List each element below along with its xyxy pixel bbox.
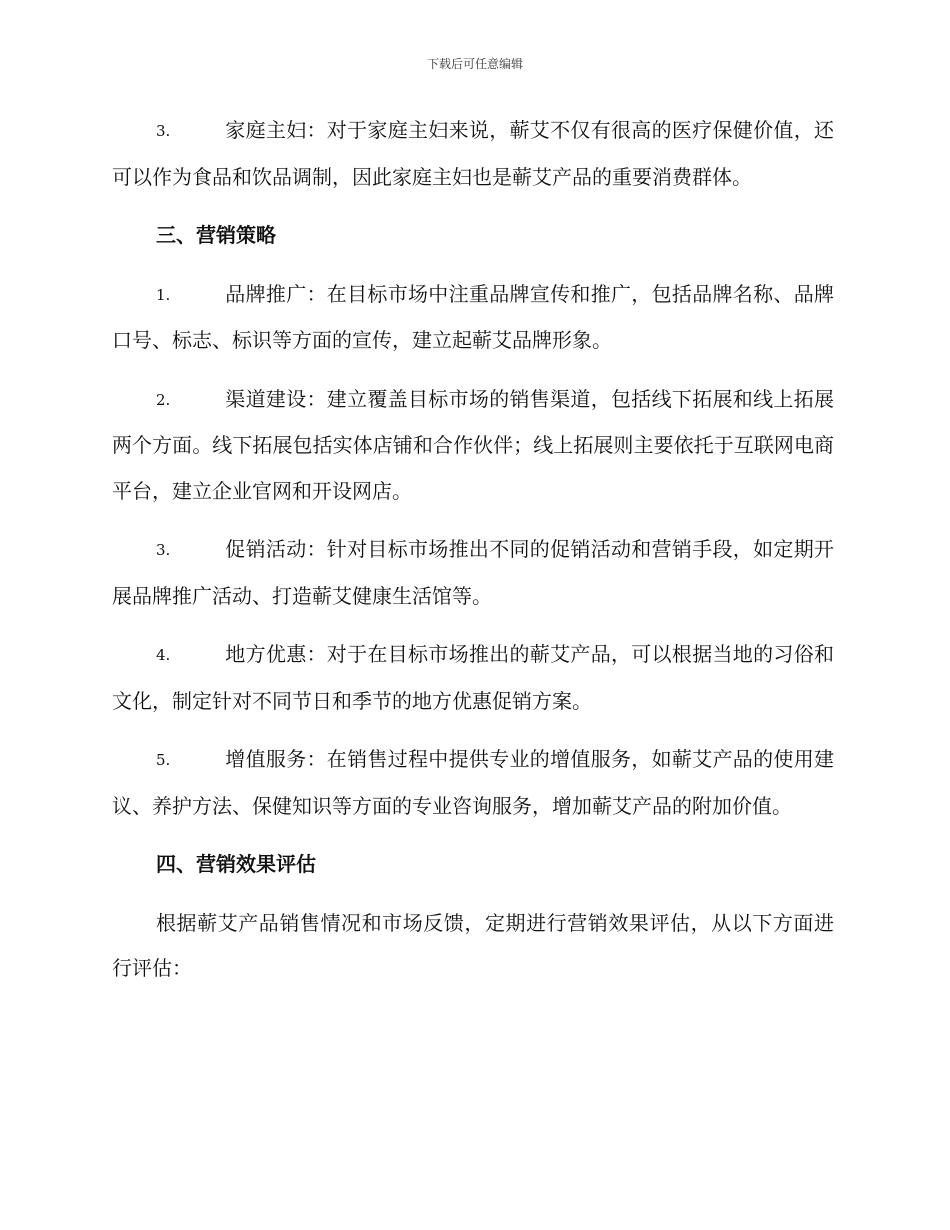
list-item [112,272,834,364]
item-text: 家庭主妇：对于家庭主妇来说，蕲艾不仅有很高的医疗保健价值，还可以作为食品和饮品调制，因此家庭主妇也是蕲艾产品的重要消费群体。 [112,118,834,189]
body-paragraph: 根据蕲艾产品销售情况和市场反馈，定期进行营销效果评估，从以下方面进行评估： [112,910,834,980]
item-text: 增值服务：在销售过程中提供专业的增值服务，如蕲艾产品的使用建议、养护方法、保健知识等方面的专业咨询服务，增加蕲艾产品的附加价值。 [112,747,834,818]
item-text: 促销活动：针对目标市场推出不同的促销活动和营销手段，如定期开展品牌推广活动、打造蕲艾健康生活馆等。 [112,537,834,608]
section-heading-strategy: 三、营销策略 [156,223,276,247]
item-number: 4. [156,646,171,664]
item-text: 渠道建设：建立覆盖目标市场的销售渠道，包括线下拓展和线上拓展两个方面。线下拓展包括实体店铺和合作伙伴；线上拓展则主要依托于互联网电商平台，建立企业官网和开设网店。 [112,386,834,503]
item-text: 品牌推广：在目标市场中注重品牌宣传和推广，包括品牌名称、品牌口号、标志、标识等方面的宣传，建立起蕲艾品牌形象。 [112,281,834,352]
section-heading-evaluation: 四、营销效果评估 [156,852,316,876]
item-number: 3. [156,122,171,140]
list-item [112,737,834,829]
list-item [112,632,834,724]
list-item-homemaker [112,108,834,200]
item-number: 2. [156,390,171,409]
item-number: 1. [156,285,171,304]
page-header: 下载后可任意编辑 [426,57,523,71]
item-number: 5. [156,751,171,769]
item-number: 3. [156,541,171,559]
list-item [112,377,834,515]
document-body [112,108,834,992]
item-text: 地方优惠：对于在目标市场推出的蕲艾产品，可以根据当地的习俗和文化，制定针对不同节日和季节的地方优惠促销方案。 [112,642,834,713]
list-item [112,527,834,619]
